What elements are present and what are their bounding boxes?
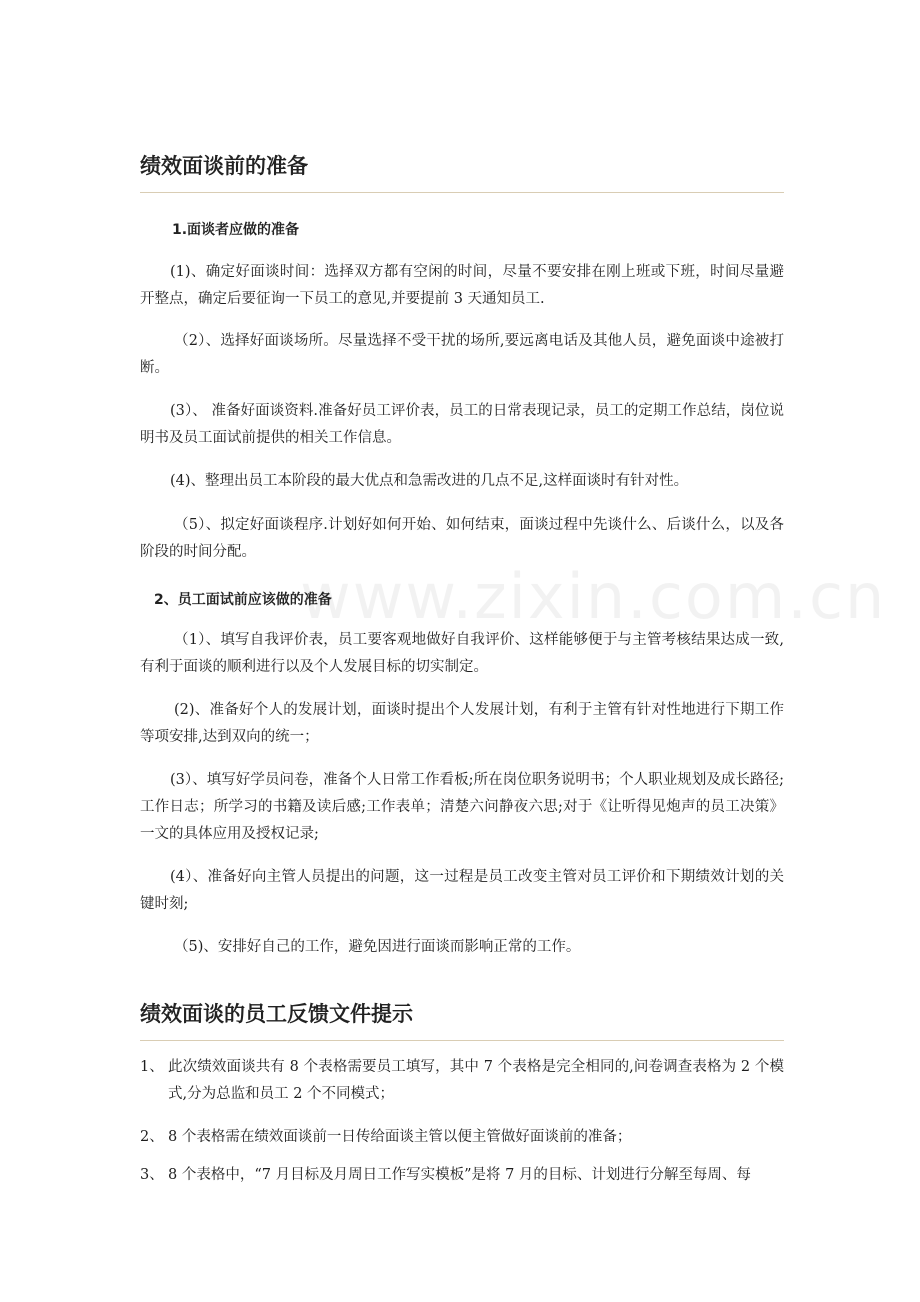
list-item: [140, 1054, 784, 1108]
paragraph-1-4: (4)、整理出员工本阶段的最大优点和急需改进的几点不足,这样面谈时有针对性。: [170, 473, 689, 489]
paragraph-2-1: （1）、填写自我评价表，员工要客观地做好自我评价、这样能够便于与主管考核结果达成一致,有利于面谈的顺利进行以及个人发展目标的切实制定。: [140, 632, 784, 675]
paragraph-2-5: （5)、安排好自己的工作，避免因进行面谈而影响正常的工作。: [174, 939, 581, 955]
list-item: [140, 1124, 784, 1151]
paragraph-1-1: (1)、确定好面谈时间：选择双方都有空闲的时间，尽量不要安排在刚上班或下班，时间尽量避开整点，确定后要征询一下员工的意见,并要提前 3 天通知员工.: [140, 264, 784, 307]
paragraph-2-4: (4）、准备好向主管人员提出的问题，这一过程是员工改变主管对员工评价和下期绩效计划的关键时刻;: [140, 869, 784, 912]
paragraph-2-2: (2)、准备好个人的发展计划，面谈时提出个人发展计划，有利于主管有针对性地进行下期工作等项安排,达到双向的统一；: [140, 702, 784, 745]
list-item: [140, 1162, 784, 1189]
section1-title: 绩效面谈前的准备: [140, 150, 784, 193]
subsection1-heading: 1.面谈者应做的准备: [172, 222, 300, 238]
list-item-text: 8 个表格中，“7 月目标及月周日工作写实模板”是将 7 月的目标、计划进行分解至每周、每: [168, 1167, 751, 1183]
list-item-text: 8 个表格需在绩效面谈前一日传给面谈主管以便主管做好面谈前的准备；: [168, 1129, 632, 1145]
paragraph-2-3: (3）、填写好学员问卷，准备个人日常工作看板;所在岗位职务说明书；个人职业规划及成长路径;工作日志；所学习的书籍及读后感;工作表单；清楚六问静夜六思;对于《让听得见炮声的员工决策》一文的具体应用及授权记录;: [140, 772, 784, 842]
list-item-number: 1、: [140, 1059, 164, 1075]
paragraph-1-2: （2）、选择好面谈场所。尽量选择不受干扰的场所,要远离电话及其他人员，避免面谈中途被打断。: [140, 333, 784, 376]
paragraph-1-5: （5）、拟定好面谈程序.计划好如何开始、如何结束，面谈过程中先谈什么、后谈什么，以及各阶段的时间分配。: [140, 517, 784, 560]
paragraph-1-3: (3）、 准备好面谈资料.准备好员工评价表，员工的日常表现记录，员工的定期工作总结，岗位说明书及员工面试前提供的相关工作信息。: [140, 403, 784, 446]
list-item-number: 3、: [140, 1167, 164, 1183]
list-item-text: 此次绩效面谈共有 8 个表格需要员工填写，其中 7 个表格是完全相同的,问卷调查表格为 2 个模式,分为总监和员工 2 个不同模式；: [168, 1059, 784, 1102]
watermark: www.zixin.com.cn: [300, 560, 887, 633]
section2-title: 绩效面谈的员工反馈文件提示: [140, 998, 784, 1041]
subsection2-heading: 2、员工面试前应该做的准备: [154, 592, 332, 608]
list-item-number: 2、: [140, 1129, 164, 1145]
